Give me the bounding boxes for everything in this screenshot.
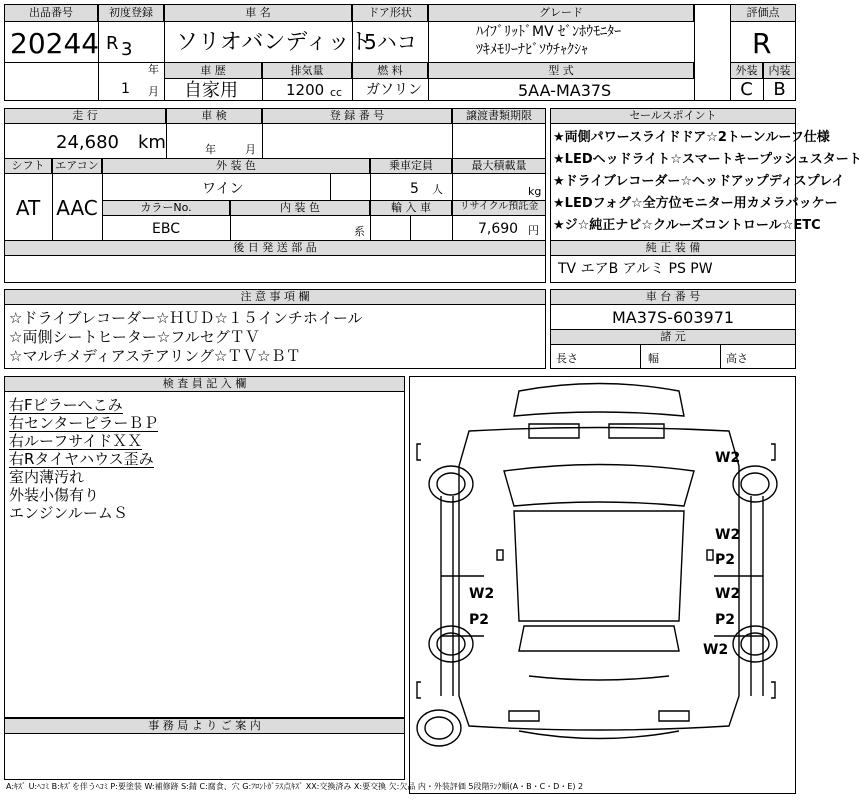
grade-label: グレード (539, 6, 583, 19)
model: 5AA-MA37S (518, 81, 612, 100)
left-side (441, 496, 453, 696)
rear-window (519, 626, 679, 651)
door-handle-left (497, 550, 503, 560)
int-color-label: 内 装 色 (280, 201, 320, 214)
bracket-left-bottom (417, 682, 421, 698)
ac-label: エアコン (55, 159, 99, 172)
trunk-line (529, 676, 669, 680)
first-reg-label: 初度登録 (109, 6, 153, 19)
inspector-line-6: 外装小傷有り (9, 486, 100, 504)
sales-point-4: ★LEDフォグ☆全方位モニター用カメラパッケー (553, 196, 838, 211)
insp-year-unit: 年 (205, 143, 216, 156)
score: R (752, 27, 772, 60)
load-label: 最大積載量 (471, 159, 527, 172)
notes-line-2: ☆両側シートヒーター☆フルセグＴＶ (9, 328, 260, 346)
grade-line-2: ﾂｷﾒﾓﾘｰﾅﾋﾞｿｳﾁｬｸｼｬ (476, 42, 588, 58)
width-label: 幅 (648, 352, 659, 365)
cc-unit: cc (330, 86, 343, 99)
damage-mark-8: W2 (703, 642, 729, 658)
yen-unit: 円 (528, 224, 539, 237)
transfer-label: 譲渡書類期限 (466, 109, 532, 122)
damage-mark-1: W2 (715, 450, 741, 466)
inspection-label: 車 検 (201, 109, 227, 122)
inspector-line-1: 右Fピラーへこみ (9, 396, 123, 414)
lot-number: 20244 (10, 27, 100, 60)
int-label: 内装 (768, 64, 791, 77)
tyre-front-left-inner (437, 473, 465, 495)
equipment: TV エアB アルミ PS PW (558, 261, 713, 277)
bracket-right-bottom (771, 682, 775, 698)
import-label: 輸 入 車 (391, 201, 431, 214)
history-label: 車 歴 (200, 64, 226, 77)
tyre-front-left (429, 466, 473, 502)
reg-year: 3 (121, 39, 133, 60)
lot-label: 出品番号 (29, 6, 73, 19)
model-label: 型 式 (548, 64, 574, 77)
inspector-line-5: 室内薄汚れ (9, 468, 85, 486)
int-grade: B (773, 79, 786, 100)
door-handle-right (707, 550, 713, 560)
grade-line-1: ﾊｲﾌﾞﾘｯﾄﾞMV ｾﾞﾝﾎｳﾓﾆﾀｰ (476, 24, 622, 40)
reg-month: 1 (121, 81, 130, 97)
rear-lamps (509, 711, 689, 721)
parts-label: 後 日 発 送 部 品 (233, 241, 317, 254)
car-diagram (409, 376, 796, 794)
int-color-unit: 系 (354, 225, 365, 238)
dims-label: 諸 元 (660, 330, 686, 343)
roof (514, 511, 684, 621)
capacity-label: 乗車定員 (389, 159, 433, 172)
inspector-line-4: 右Rタイヤハウス歪み (9, 450, 154, 468)
damage-mark-6: W2 (715, 586, 741, 602)
damage-mark-2: W2 (715, 527, 741, 543)
bracket-right-top (771, 444, 775, 460)
bracket-left-top (417, 444, 421, 460)
fuel-label: 燃 料 (377, 64, 403, 77)
displacement: 1200 (286, 81, 325, 99)
door-value: 5ハコ (364, 30, 417, 54)
inspector-line-2: 右センターピラーＢＰ (9, 414, 159, 432)
inspector-line-7: エンジンルームＳ (9, 504, 128, 522)
right-side (751, 496, 763, 696)
color: ワイン (202, 181, 244, 197)
chassis-number: MA37S-603971 (611, 308, 735, 327)
notes-line-3: ☆マルチメディアステアリング☆ＴＶ☆ＢＴ (9, 347, 301, 365)
month-unit: 月 (148, 85, 159, 98)
tyre-front-right-inner (741, 473, 769, 495)
reg-label: 登 録 番 号 (329, 109, 385, 122)
spare-tyre-inner (425, 717, 453, 739)
mileage: 24,680 (56, 132, 119, 153)
inspector-line-3: 右ルーフサイドＸＸ (9, 432, 143, 450)
ext-label: 外装 (735, 64, 758, 77)
front-lamps (529, 424, 664, 438)
capacity-unit: 人 (432, 183, 443, 196)
color-no: EBC (152, 221, 180, 237)
chassis-label: 車 台 番 号 (645, 290, 701, 303)
sales-point-1: ★両側パワースライドドア☆2トーンルーフ仕様 (553, 130, 830, 145)
car-front-outline (514, 384, 684, 417)
inspector-label: 検 査 員 記 入 欄 (162, 377, 247, 390)
fuel: ガソリン (366, 82, 422, 98)
color-no-label: カラーNo. (140, 201, 192, 214)
history: 自家用 (184, 80, 238, 101)
km-unit: km (138, 132, 166, 153)
recycle: 7,690 (478, 221, 519, 237)
length-label: 長さ (556, 352, 578, 365)
spare-tyre (417, 710, 461, 746)
year-unit: 年 (148, 63, 159, 76)
ac: AAC (56, 196, 98, 220)
office-label: 事 務 局 よ り ご 案 内 (148, 719, 261, 732)
car-name-label: 車 名 (245, 6, 271, 19)
mileage-label: 走 行 (72, 109, 98, 122)
damage-mark-3: P2 (715, 552, 736, 568)
height-label: 高さ (726, 352, 748, 365)
door-label: ドア形状 (368, 6, 412, 19)
tyre-rear-left (429, 626, 473, 662)
notes-line-1: ☆ドライブレコーダー☆ＨＵＤ☆１５インチホイール (9, 309, 363, 327)
car-top-view (459, 428, 739, 731)
windshield (504, 465, 694, 507)
shift-label: シフト (11, 159, 45, 172)
load-unit: kg (528, 185, 542, 198)
rear-bumper (519, 731, 679, 739)
damage-mark-4: W2 (469, 586, 495, 602)
sales-point-5: ★ジ☆純正ナビ☆クルーズコントロール☆ETC (553, 218, 821, 233)
sales-label: セールスポイント (629, 109, 717, 122)
shift: AT (15, 196, 41, 220)
ext-grade: C (740, 79, 753, 100)
insp-month-unit: 月 (245, 143, 256, 156)
legend: A:ｷｽﾞ U:ﾍｺﾐ B:ｷｽﾞを伴うﾍｺﾐ P:要塗装 W:補修跡 S:錆 C:腐食、穴 G:ﾌﾛﾝﾄｶﾞﾗｽ点ｷｽﾞ XX:交換済み X:要交換 欠:欠品 内・外装評価 5段階ﾗﾝｸ順(A・B・C・D・E) 2 (6, 782, 584, 791)
notes-label: 注 意 事 項 欄 (240, 290, 310, 303)
displacement-label: 排気量 (290, 64, 324, 77)
score-label: 評価点 (746, 6, 780, 19)
damage-mark-7: P2 (715, 612, 736, 628)
equip-label: 純 正 装 備 (645, 241, 701, 254)
sales-point-3: ★ドライブレコーダー☆ヘッドアップディスプレイ (553, 174, 845, 189)
color-label: 外 装 色 (216, 159, 256, 172)
sales-point-2: ★LEDヘッドライト☆スマートキープッシュスタート (553, 152, 862, 167)
recycle-label: リサイクル預託金 (459, 201, 539, 212)
damage-mark-5: P2 (469, 612, 490, 628)
car-name: ソリオバンディット (176, 30, 372, 55)
capacity: 5 (410, 181, 419, 197)
era: R (106, 33, 119, 54)
